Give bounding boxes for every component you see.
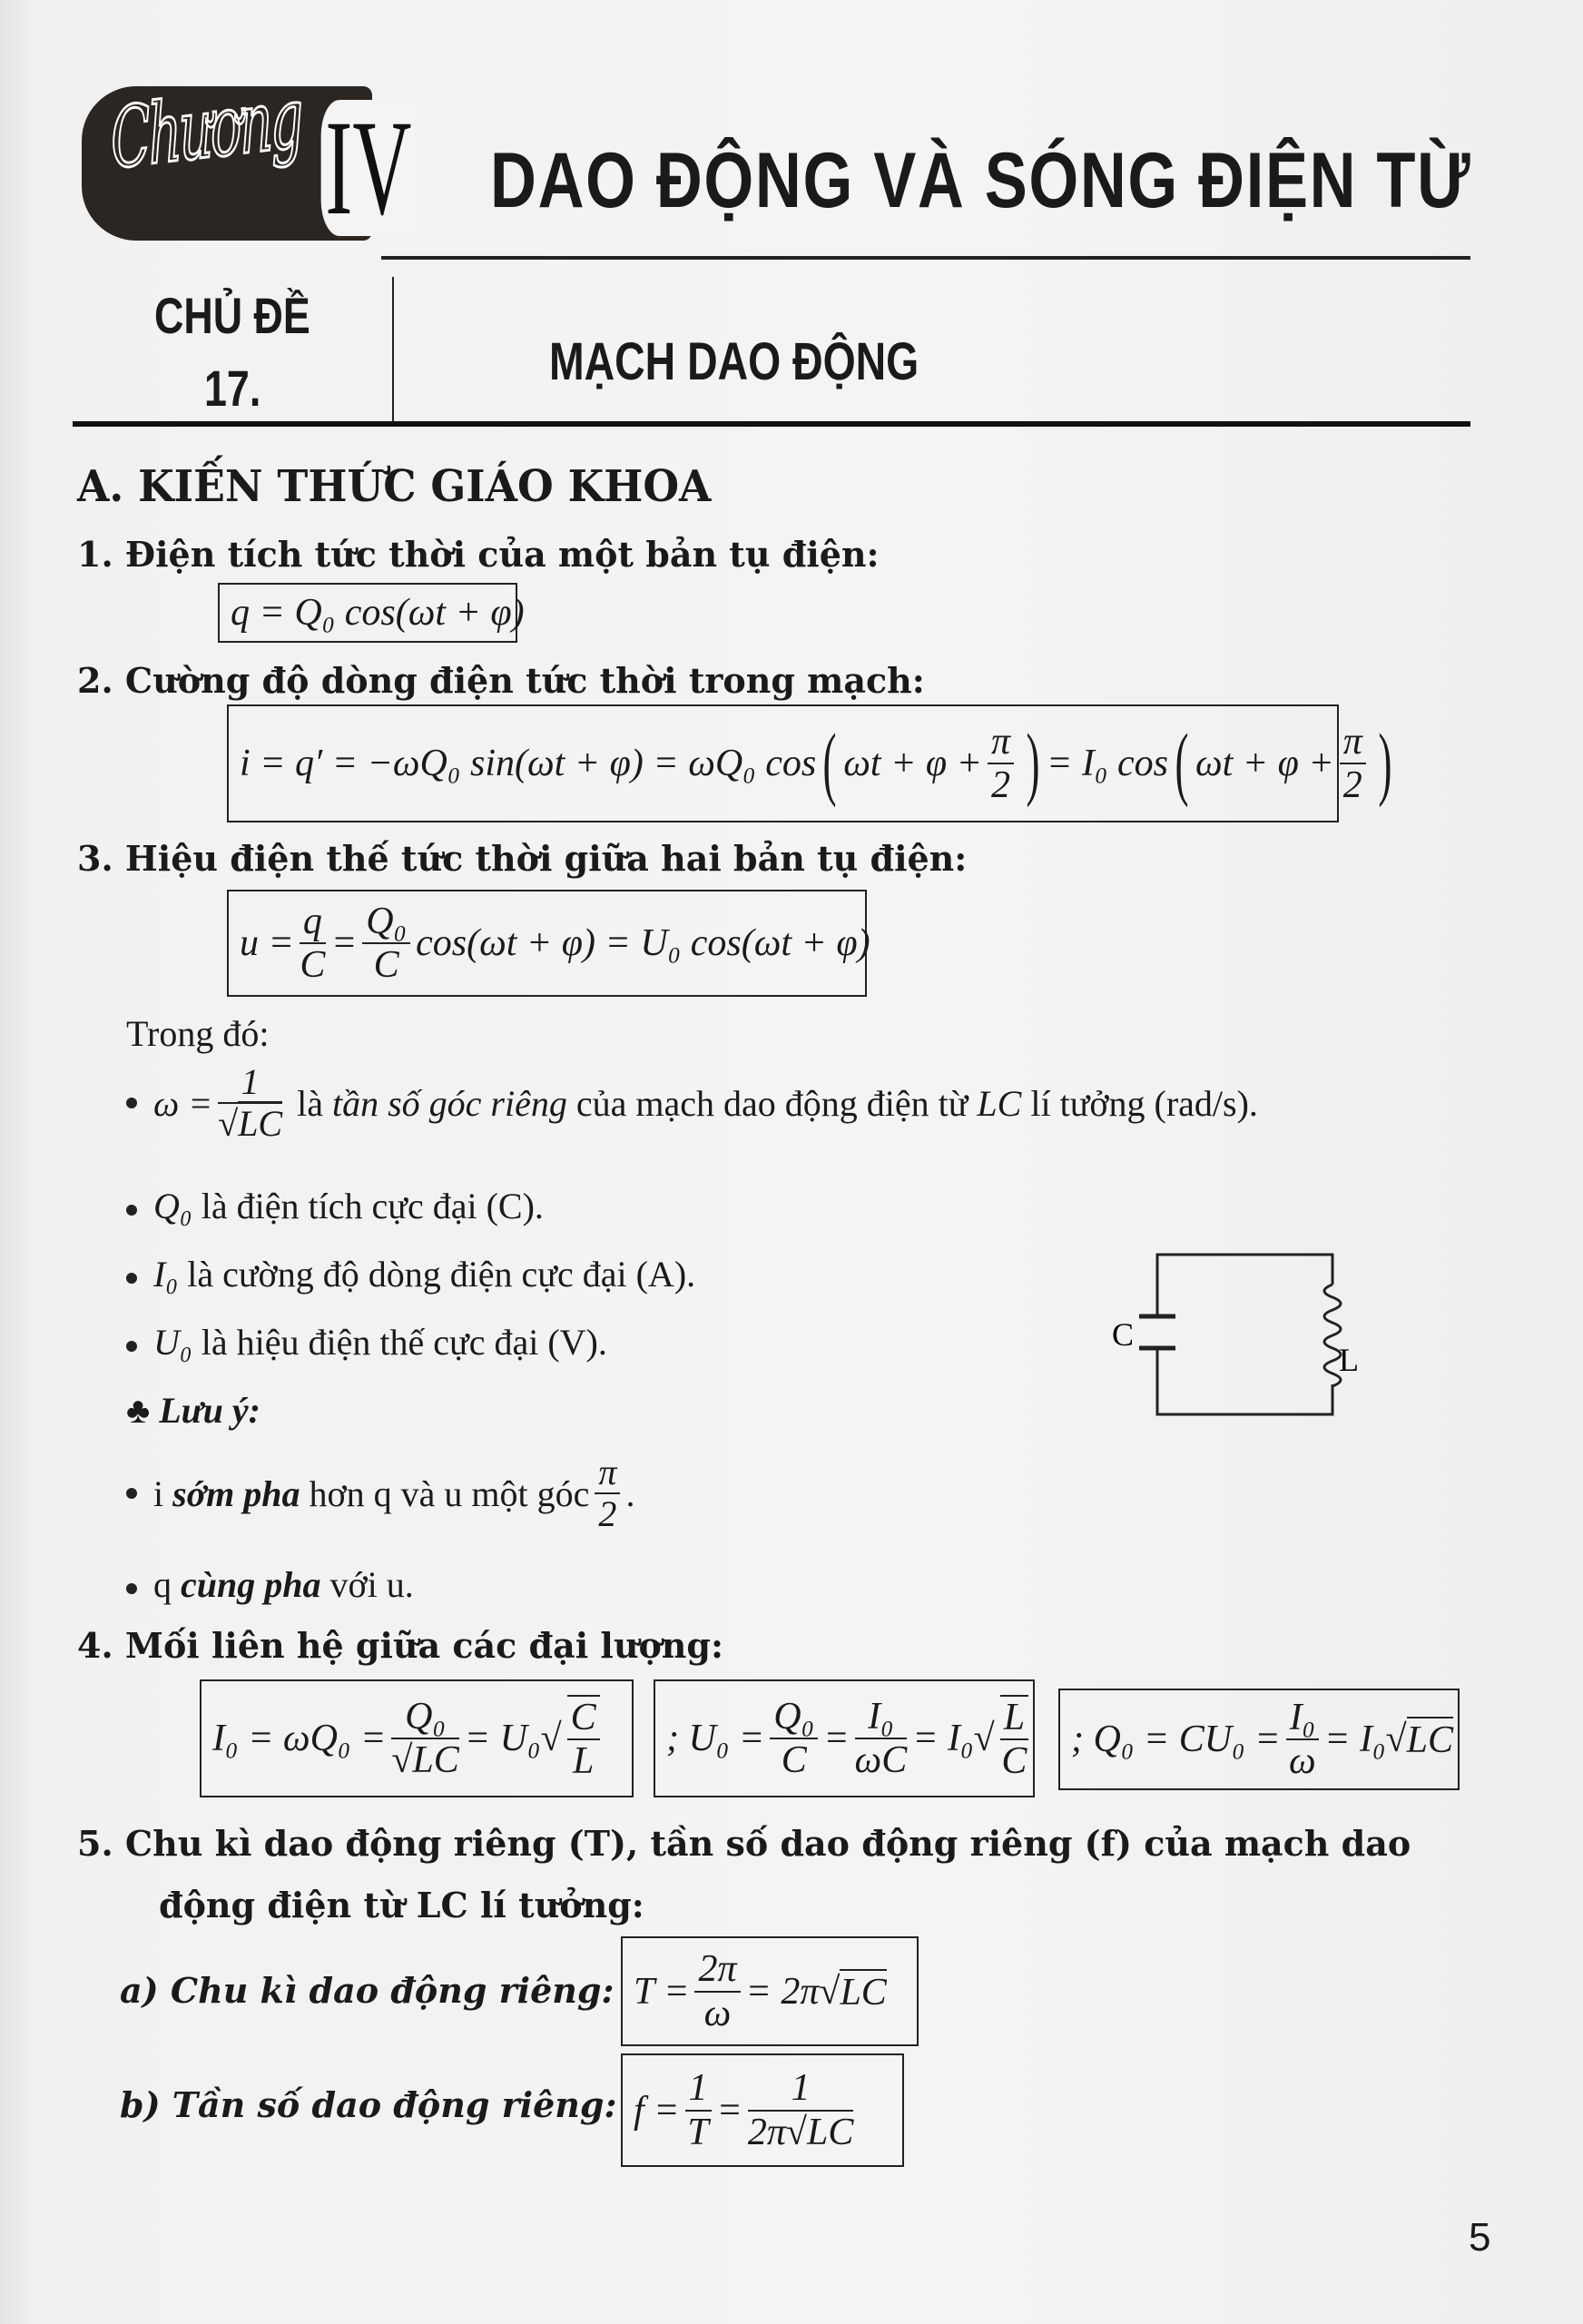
- heading-4: 4. Mối liên hệ giữa các đại lượng:: [77, 1625, 724, 1666]
- formula-text: f =: [634, 2089, 680, 2132]
- text: là: [297, 1082, 323, 1124]
- formula-frequency: [621, 2053, 904, 2167]
- bullet-icon: [126, 1273, 137, 1284]
- symbol: U₀: [153, 1322, 192, 1363]
- radicand: LC: [840, 1969, 886, 2014]
- bullet-icon: [126, 1098, 137, 1108]
- text: với u.: [329, 1564, 414, 1605]
- capacitor-label: C: [1112, 1316, 1135, 1353]
- formula-text: u =: [240, 922, 294, 964]
- denominator: 2: [1342, 764, 1362, 806]
- formula-text: ; Q₀ = CU₀ =: [1071, 1718, 1281, 1760]
- numerator: π: [988, 721, 1014, 764]
- formula-period: T = $\frac{2\pi}{\omega}$ = 2π √ LC: [621, 1936, 919, 2046]
- numerator: C: [567, 1697, 600, 1740]
- text: là cường độ dòng điện cực đại (A).: [187, 1254, 696, 1295]
- bullet-q0: [126, 1185, 544, 1227]
- denominator: T: [687, 2111, 709, 2153]
- formula-text: ωt + φ +: [1195, 743, 1334, 784]
- inductor-label: L: [1339, 1342, 1359, 1378]
- denominator: C: [373, 944, 399, 986]
- symbol: Q₀: [153, 1186, 192, 1226]
- formula-text: ωt + φ +: [843, 743, 983, 784]
- denominator: 2π√LC: [747, 2111, 854, 2153]
- period-label: a) Chu kì dao động riêng:: [120, 1970, 615, 2011]
- bullet-icon: [126, 1488, 137, 1499]
- formula-text: cos(ωt + φ) = U₀ cos(ωt + φ): [416, 922, 870, 964]
- formula-relation-1: I₀ = ωQ₀ = $\frac{\text{Q₀}}{√LC}$ = U₀ √ $\frac{C}{L}$: [200, 1679, 634, 1797]
- chapter-word: Chương: [109, 69, 303, 188]
- denominator: C: [781, 1739, 807, 1781]
- text: cùng pha: [181, 1564, 321, 1605]
- bullet-icon: [126, 1341, 137, 1352]
- denominator: 2: [991, 764, 1011, 806]
- radicand: LC: [412, 1739, 459, 1781]
- denominator: ω: [703, 1992, 732, 2034]
- denominator: ω: [1289, 1740, 1316, 1782]
- formula-relation-3: ; Q₀ = CU₀ = $\frac{\text{I₀}}{\omega}$ = I₀ √ LC: [1058, 1689, 1460, 1790]
- lc-circuit-diagram: [1062, 1244, 1371, 1425]
- heading-5: 5. Chu kì dao động riêng (T), tần số dao động riêng (f) của mạch dao: [77, 1823, 1411, 1864]
- text: tần số góc riêng: [332, 1082, 567, 1124]
- note-2: [126, 1563, 414, 1606]
- bullet-icon: [126, 1205, 137, 1216]
- formula-current: i = q′ = −ωQ₀ sin(ωt + φ) = ωQ₀ cos ( ωt + φ + $\frac{\pi}{2}$ ) = I₀ cos ( ωt + φ + $\frac{\pi}{2}$ ): [227, 704, 1339, 822]
- radicand: LC: [806, 2111, 854, 2153]
- numerator: π: [595, 1452, 620, 1494]
- text: lí tưởng (rad/s).: [1030, 1082, 1258, 1124]
- numerator: Q₀: [391, 1696, 458, 1739]
- denominator: ωC: [854, 1739, 908, 1781]
- formula-relation-2: ; U₀ = $\frac{\text{Q₀}}{C}$ = $\frac{\text{I₀}}{\omega C}$ = I₀ √ $\frac{L}{C}$: [654, 1679, 1035, 1797]
- text: q: [153, 1564, 172, 1605]
- numerator: Q₀: [770, 1696, 818, 1739]
- denominator: C: [1001, 1740, 1027, 1782]
- heading-3: 3. Hiệu điện thế tức thời giữa hai bản tụ điện:: [77, 838, 968, 879]
- divider: [73, 421, 1470, 427]
- text: 2π: [747, 2111, 786, 2153]
- formula-text: T =: [634, 1970, 690, 2013]
- denominator: √LC: [391, 1739, 459, 1781]
- formula-text: = I₀: [1324, 1718, 1386, 1760]
- heading-5-cont: động điện từ LC lí tưởng:: [159, 1885, 644, 1925]
- formula-text: = I₀ cos: [1047, 743, 1168, 784]
- section-heading: A. KIẾN THỨC GIÁO KHOA: [77, 461, 712, 512]
- topic-number: 17.: [204, 359, 261, 417]
- radicand: LC: [238, 1103, 283, 1144]
- formula-text: i = q′ = −ωQ₀ sin(ωt + φ) = ωQ₀ cos: [240, 743, 817, 784]
- denominator: L: [572, 1740, 595, 1782]
- numerator: I₀: [855, 1696, 908, 1739]
- text: là điện tích cực đại (C).: [201, 1186, 544, 1226]
- formula-text: =: [716, 2089, 742, 2132]
- heading-2: 2. Cường độ dòng điện tức thời trong mạch:: [77, 660, 925, 701]
- topic-title: MẠCH DAO ĐỘNG: [549, 332, 919, 391]
- numerator: q: [300, 901, 326, 944]
- numerator: 1: [685, 2067, 712, 2111]
- chapter-title: DAO ĐỘNG VÀ SÓNG ĐIỆN TỪ: [490, 137, 1472, 224]
- denominator: 2: [598, 1493, 617, 1534]
- note-1: i sớm pha hơn q và u một góc $\frac{\pi}{2}$ .: [126, 1452, 634, 1534]
- numerator: 2π: [694, 1948, 740, 1992]
- denominator: C: [300, 944, 326, 986]
- note-heading: ♣ Lưu ý:: [126, 1390, 261, 1431]
- numerator: 1: [748, 2067, 853, 2111]
- formula-voltage: u = $\frac{q}{C}$ = $\frac{\text{Q₀}}{C}$ cos(ωt + φ) = U₀ cos(ωt + φ): [227, 890, 867, 997]
- symbol: I₀: [153, 1254, 179, 1295]
- bullet-u0: [126, 1321, 607, 1364]
- text: là hiệu điện thế cực đại (V).: [201, 1322, 607, 1363]
- chapter-number: IV: [318, 100, 416, 236]
- denominator: √LC: [218, 1103, 283, 1144]
- divider: [392, 277, 394, 427]
- topic-label: CHỦ ĐỀ: [154, 287, 310, 344]
- radicand: LC: [1407, 1717, 1453, 1762]
- bullet-i0: [126, 1253, 695, 1295]
- text: sớm pha: [172, 1472, 300, 1514]
- formula-text: = 2π: [745, 1970, 820, 2013]
- formula-charge: q = Q₀ cos(ωt + φ): [218, 583, 517, 643]
- formula-text: =: [823, 1718, 850, 1759]
- formula-text: = U₀: [464, 1718, 541, 1759]
- page-number: 5: [1469, 2215, 1491, 2260]
- formula-text: I₀ = ωQ₀ =: [212, 1718, 387, 1759]
- divider: [381, 256, 1470, 260]
- bullet-omega: [126, 1062, 1258, 1144]
- where-label: Trong đó:: [126, 1013, 270, 1054]
- numerator: 1: [218, 1062, 282, 1104]
- text: LC: [977, 1082, 1022, 1124]
- numerator: π: [1340, 721, 1366, 764]
- frequency-label: b) Tần số dao động riêng:: [120, 2084, 617, 2125]
- heading-1: 1. Điện tích tức thời của một bản tụ điện:: [77, 534, 880, 575]
- formula-text: ; U₀ =: [666, 1718, 765, 1759]
- text: i: [153, 1472, 164, 1514]
- text: của mạch dao động điện từ: [575, 1082, 968, 1124]
- numerator: I₀: [1286, 1697, 1320, 1740]
- formula-text: ω =: [153, 1082, 213, 1124]
- formula-text: = I₀: [912, 1718, 974, 1759]
- numerator: Q₀: [362, 901, 410, 944]
- text: hơn q và u một góc: [309, 1472, 590, 1514]
- numerator: L: [1000, 1697, 1028, 1740]
- bullet-icon: [126, 1583, 137, 1594]
